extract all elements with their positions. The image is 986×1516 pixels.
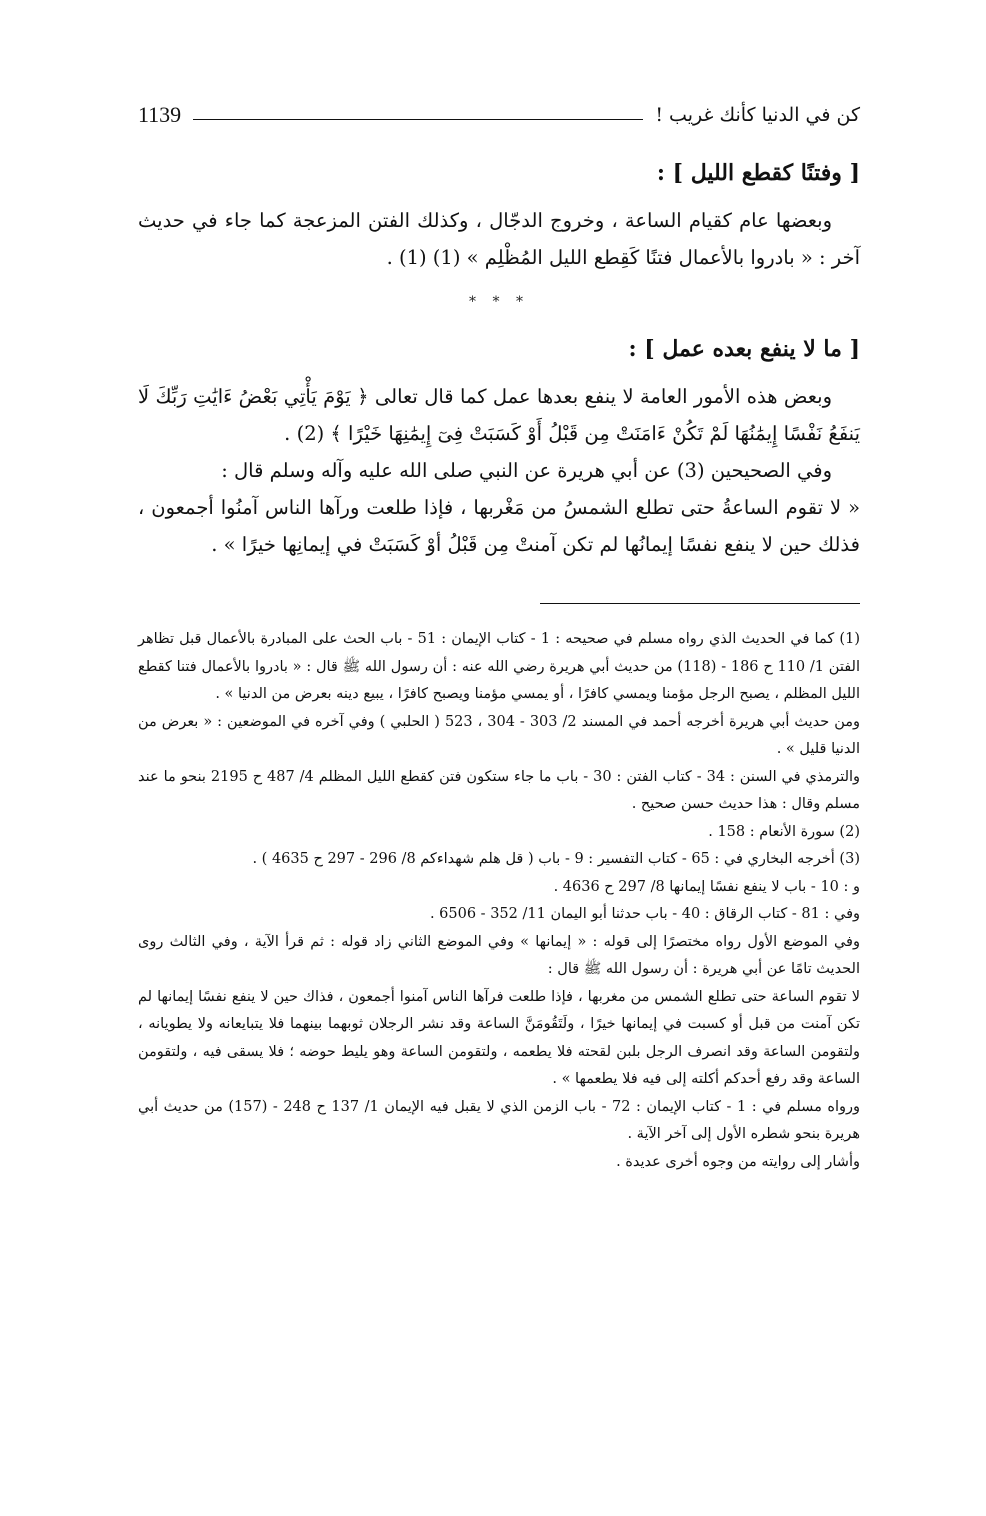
section-heading-fitan: [ وفتنًا كقطع الليل ] : xyxy=(656,160,860,186)
paragraph-quran-verse-text: وبعض هذه الأمور العامة لا ينفع بعدها عمل كما قال تعالى ﴿ يَوْمَ يَأْتِي بَعْضُ ءَايَٰتِ رَبِّكَ لَا يَنفَعُ نَفْسًا إِيمَٰنُهَا لَمْ تَكُنْ ءَامَنَتْ مِن قَبْلُ أَوْ كَسَبَتْ فِىٓ إِيمَٰنِهَا خَيْرًا ﴾ (2) . xyxy=(138,385,860,445)
footnotes xyxy=(138,626,860,1176)
footnote: وفي : 81 - كتاب الرقاق : 40 - باب حدثنا أبو اليمان 11/ 352 - 6506 . xyxy=(429,906,860,922)
running-header xyxy=(138,96,860,134)
footnote: (3) أخرجه البخاري في : 65 - كتاب التفسير : 9 - باب ( قل هلم شهداءكم 8/ 296 - 297 ح 4635 ) . xyxy=(252,851,860,867)
footnote: وفي الموضع الأول رواه مختصرًا إلى قوله : « إيمانها » وفي الموضع الثاني زاد قوله : ثم قرأ الآية ، وفي الثالث روى الحديث تامًا عن أبي هريرة : أن رسول الله ﷺ قال : xyxy=(138,933,860,977)
footnote: ورواه مسلم في : 1 - كتاب الإيمان : 72 - باب الزمن الذي لا يقبل فيه الإيمان 1/ 137 ح 248 - (157) من حديث أبي هريرة بنحو شطره الأول إلى آخر الآية . xyxy=(138,1098,860,1142)
paragraph-sahihain-text: وفي الصحيحين (3) عن أبي هريرة عن النبي صلى الله عليه وآله وسلم قال : xyxy=(221,459,832,482)
footnote-divider xyxy=(540,603,860,604)
page-number: 1139 xyxy=(138,102,182,127)
paragraph-fitan xyxy=(138,202,860,276)
book-page xyxy=(138,96,860,1176)
paragraph-hadith-quote: « لا تقوم الساعةُ حتى تطلع الشمسُ من مَغْربها ، فإذا طلعت ورآها الناس آمنُوا أجمعون ، فذلك حين لا ينفع نفسًا إيمانُها لم تكن آمنتْ مِن قَبْلُ أوْ كَسَبَتْ في إيمانِها خيرًا » . xyxy=(138,496,860,556)
running-title: كن في الدنيا كأنك غريب ! xyxy=(655,104,860,126)
footnote: (1) كما في الحديث الذي رواه مسلم في صحيحه : 1 - كتاب الإيمان : 51 - باب الحث على المبادرة بالأعمال قبل تظاهر الفتن 1/ 110 ح 186 - (118) من حديث أبي هريرة رضي الله عنه : أن رسول الله ﷺ قال : « بادروا بالأعمال فتنا كقطع الليل المظلم ، يصبح الرجل مؤمنا ويمسي كافرًا ، أو يمسي مؤمنا ويصبح كافرًا ، يبيع دينه بعرض من الدنيا » . xyxy=(138,631,860,702)
footnote: وأشار إلى روايته من وجوه أخرى عديدة . xyxy=(616,1153,860,1170)
section-separator: * * * xyxy=(469,294,529,310)
section-heading-no-benefit: [ ما لا ينفع بعده عمل ] : xyxy=(628,336,860,362)
footnote: والترمذي في السنن : 34 - كتاب الفتن : 30 - باب ما جاء ستكون فتن كقطع الليل المظلم 4/ 487 ح 2195 بنحو ما عند مسلم وقال : هذا حديث حسن صحيح . xyxy=(138,768,861,812)
footnote: (2) سورة الأنعام : 158 . xyxy=(708,823,860,840)
footnote: ومن حديث أبي هريرة أخرجه أحمد في المسند 2/ 303 - 304 ، 523 ( الحلبي ) وفي آخره في الموضعين : « بعرض من الدنيا قليل » . xyxy=(138,713,860,757)
paragraph-sahihain xyxy=(138,452,860,489)
header-rule xyxy=(193,119,643,120)
footnote: و : 10 - باب لا ينفع نفسًا إيمانها 8/ 297 ح 4636 . xyxy=(553,878,860,895)
paragraph-fitan-text: وبعضها عام كقيام الساعة ، وخروج الدجّال ، وكذلك الفتن المزعجة كما جاء في حديث آخر : « بادروا بالأعمال فتنًا كَقِطع الليل المُظْلِم » (1) (1) . xyxy=(138,209,860,269)
paragraph-quran-verse xyxy=(138,378,860,452)
footnote: لا تقوم الساعة حتى تطلع الشمس من مغربها ، فإذا طلعت فرآها الناس آمنوا أجمعون ، فذاك حين لا ينفع نفسًا إيمانها لم تكن آمنت من قبل أو كسبت في إيمانها خيرًا ، ولَتَقُومَنَّ الساعة وقد نشر الرجلان ثوبهما بينهما فلا يتبايعانه ولا يطويانه ، ولتقومن الساعة وقد انصرف الرجل بلبن لقحته فلا يطعمه ، ولتقومن الساعة وهو يليط حوضه ؛ فلا يسقى فيه ، ولتقومن الساعة وقد رفع أحدكم أكلته إلى فيه فلا يطعمها » . xyxy=(138,988,860,1087)
